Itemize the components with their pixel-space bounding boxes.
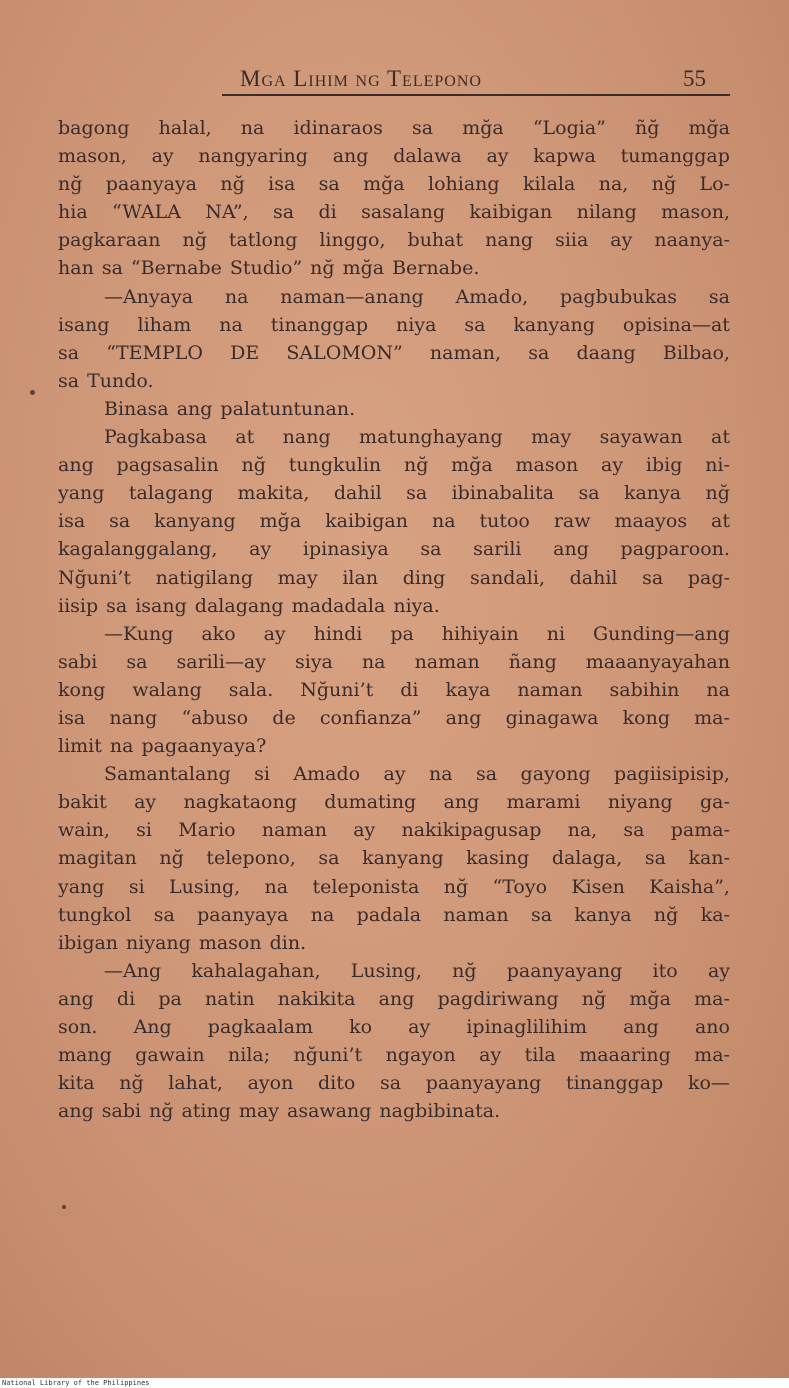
text-line: Nğuni’t natigilang may ilan ding sandali, dahil sa pag-: [58, 566, 730, 589]
text-line: ang sabi nğ ating may asawang nagbibinata.: [58, 1100, 501, 1123]
text-line: kong walang sala. Nğuni’t di kaya naman sabihin na: [58, 678, 730, 701]
paragraph: [58, 620, 730, 760]
text-line: isa nang “abuso de confianza” ang ginagawa kong ma-: [58, 706, 730, 729]
paragraph: [58, 760, 730, 957]
text-line: han sa “Bernabe Studio” nğ mğa Bernabe.: [58, 257, 480, 280]
paragraph: [58, 114, 730, 283]
text-line: —Ang kahalagahan, Lusing, nğ paanyayang ito ay: [104, 959, 730, 982]
text-line: ibigan niyang mason din.: [58, 931, 307, 954]
running-header: [222, 64, 730, 96]
text-line: kagalanggalang, ay ipinasiya sa sarili ang pagparoon.: [58, 538, 730, 561]
text-line: yang si Lusing, na teleponista nğ “Toyo Kisen Kaisha”,: [58, 875, 730, 898]
text-line: pagkaraan nğ tatlong linggo, buhat nang siia ay naanya-: [58, 229, 730, 252]
text-line: ang pagsasalin nğ tungkulin nğ mğa mason ay ibig ni-: [58, 454, 730, 477]
text-line: sa Tundo.: [58, 369, 154, 392]
footer-credit: National Library of the Philippines: [2, 1379, 150, 1387]
text-line: bakit ay nagkataong dumating ang marami niyang ga-: [58, 791, 730, 814]
text-line: iisip sa isang dalagang madadala niya.: [58, 594, 440, 617]
text-line: hia “WALA NA”, sa di sasalang kaibigan nilang mason,: [58, 201, 730, 224]
text-line: bagong halal, na idinaraos sa mğa “Logia” ñğ mğa: [58, 117, 730, 139]
text-line: limit na pagaanyaya?: [58, 735, 267, 758]
paragraph: [58, 423, 730, 620]
paragraph: [58, 395, 730, 423]
body-text: [58, 114, 730, 1125]
text-line: Samantalang si Amado ay na sa gayong pagiisipisip,: [104, 763, 730, 786]
footer: [0, 1378, 789, 1388]
text-line: Pagkabasa at nang matunghayang may sayawan at: [104, 426, 730, 449]
paragraph: [58, 283, 730, 395]
paragraph: [58, 957, 730, 1126]
text-line: tungkol sa paanyaya na padala naman sa kanya nğ ka-: [58, 903, 730, 926]
text-line: —Anyaya na naman—anang Amado, pagbubukas sa: [104, 285, 730, 308]
text-line: isang liham na tinanggap niya sa kanyang opisina—at: [58, 313, 730, 336]
ink-speck: [62, 1205, 66, 1209]
text-line: wain, si Mario naman ay nakikipagusap na, sa pama-: [58, 819, 730, 842]
text-line: Binasa ang palatuntunan.: [104, 397, 356, 420]
text-line: yang talagang makita, dahil sa ibinabalita sa kanya nğ: [58, 482, 730, 505]
ink-speck: [30, 390, 35, 395]
running-header-title: Mga Lihim ng Telepono: [240, 66, 482, 91]
text-line: nğ paanyaya nğ isa sa mğa lohiang kilala na, nğ Lo-: [58, 173, 730, 196]
text-line: magitan nğ telepono, sa kanyang kasing dalaga, sa kan-: [58, 847, 730, 870]
text-line: mason, ay nangyaring ang dalawa ay kapwa tumanggap: [58, 145, 730, 168]
text-line: ang di pa natin nakikita ang pagdiriwang nğ mğa ma-: [58, 987, 730, 1010]
text-line: sa “TEMPLO DE SALOMON” naman, sa daang Bilbao,: [58, 341, 730, 364]
text-line: isa sa kanyang mğa kaibigan na tutoo raw maayos at: [58, 510, 730, 533]
page-number: 55: [683, 66, 706, 91]
text-line: son. Ang pagkaalam ko ay ipinaglilihim ang ano: [58, 1016, 730, 1038]
text-line: —Kung ako ay hindi pa hihiyain ni Gunding—ang: [104, 622, 730, 645]
text-line: mang gawain nila; nğuni’t ngayon ay tila maaaring ma-: [58, 1044, 730, 1067]
text-line: kita nğ lahat, ayon dito sa paanyayang tinanggap ko—: [58, 1072, 730, 1095]
text-line: sabi sa sarili—ay siya na naman ñang maaanyayahan: [58, 650, 730, 673]
